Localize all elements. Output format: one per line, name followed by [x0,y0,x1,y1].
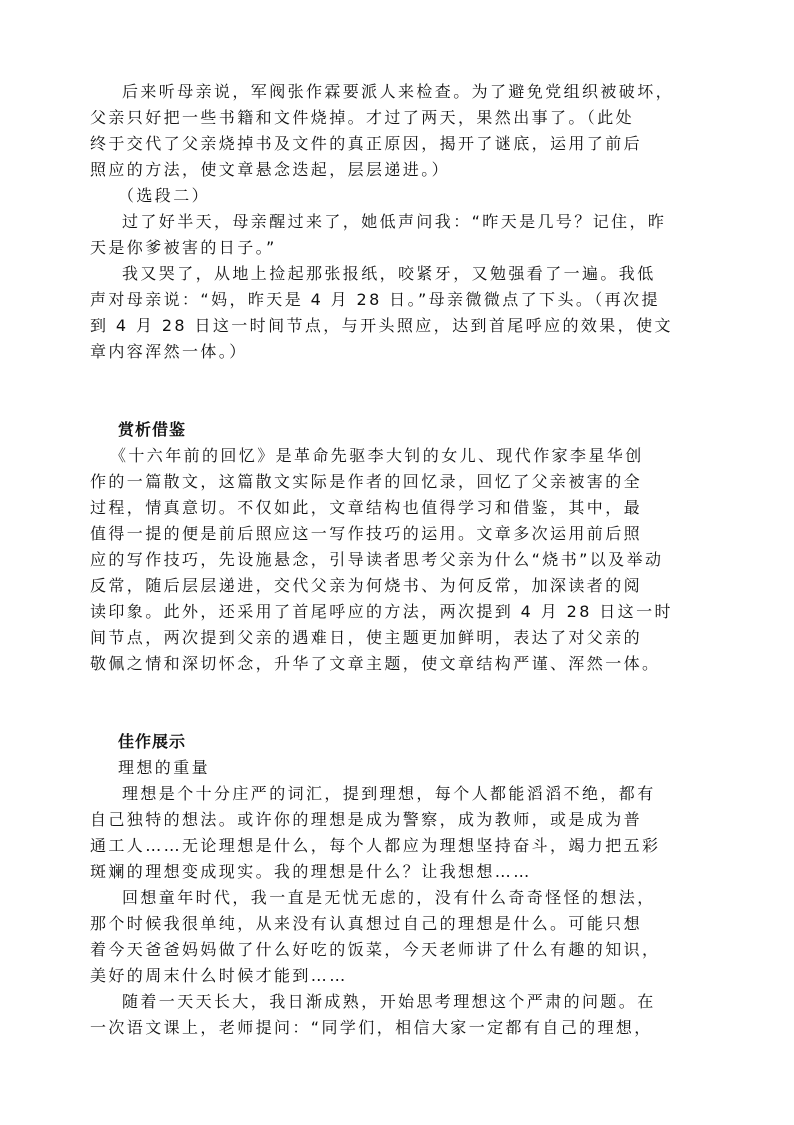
text-line: 间节点，两次提到父亲的遇难日，使主题更加鲜明，表达了对父亲的 [90,628,643,647]
text-line: 美好的周末什么时候才能到…… [90,966,348,985]
text-line: 后来听母亲说，军阀张作霖要派人来检查。为了避免党组织被破坏， [122,82,675,101]
text-line: 读印象。此外，还采用了首尾呼应的方法，两次提到 4 月 28 日这一时 [90,602,673,621]
section-heading: 佳作展示 [118,732,187,751]
paragraph [90,885,693,989]
section-excerpt-one [90,79,693,183]
paragraph [90,443,693,677]
text-line: 敬佩之情和深切怀念，升华了文章主题，使文章结构严谨、浑然一体。 [90,654,661,673]
text-line: 一次语文课上，老师提问：“同学们，相信大家一定都有自己的理想， [90,1018,653,1037]
section-appreciation [90,417,693,677]
text-line: 过程，情真意切。不仅如此，文章结构也值得学习和借鉴，其中，最 [90,498,643,517]
paragraph [90,209,693,261]
section-showcase [90,729,693,1041]
text-line: 随着一天天长大，我日渐成熟，开始思考理想这个严肃的问题。在 [122,992,656,1011]
text-line: 应的写作技巧，先设施悬念，引导读者思考父亲为什么“烧书”以及举动 [90,550,664,569]
excerpt-label: （选段二） [118,186,211,205]
document-page [90,79,693,1041]
text-line: 通工人……无论理想是什么，每个人都应为理想坚持奋斗，竭力把五彩 [90,836,661,855]
section-excerpt-two [90,183,693,365]
text-line: 自己独特的想法。或许你的理想是成为警察，成为教师，或是成为普 [90,810,643,829]
text-line: 过了好半天，母亲醒过来了，她低声问我：“昨天是几号？记住，昨 [122,212,667,231]
paragraph [90,989,693,1041]
essay-title: 理想的重量 [118,758,211,777]
text-line: 照应的方法，使文章悬念迭起，层层递进。） [90,160,451,179]
text-line: 章内容浑然一体。） [90,342,248,361]
text-line: 父亲只好把一些书籍和文件烧掉。才过了两天，果然出事了。（此处 [90,108,635,127]
paragraph [90,781,693,885]
text-line: 终于交代了父亲烧掉书及文件的真正原因，揭开了谜底，运用了前后 [90,134,643,153]
text-line: 值得一提的便是前后照应这一写作技巧的运用。文章多次运用前后照 [90,524,643,543]
text-line: 天是你爹被害的日子。” [90,238,277,257]
paragraph [90,261,693,365]
section-heading: 赏析借鉴 [118,420,187,439]
text-line: 作的一篇散文，这篇散文实际是作者的回忆录，回忆了父亲被害的全 [90,472,643,491]
text-line: 那个时候我很单纯，从来没有认真想过自己的理想是什么。可能只想 [90,914,643,933]
text-line: 我又哭了，从地上捡起那张报纸，咬紧牙，又勉强看了一遍。我低 [122,264,656,283]
text-line: 斑斓的理想变成现实。我的理想是什么？让我想想…… [90,862,532,881]
text-line: 声对母亲说：“妈，昨天是 4 月 28 日。”母亲微微点了下头。（再次提 [90,290,660,309]
text-line: 反常，随后层层递进，交代父亲为何烧书、为何反常，加深读者的阅 [90,576,643,595]
text-line: 着今天爸爸妈妈做了什么好吃的饭菜，今天老师讲了什么有趣的知识， [90,940,661,959]
text-line: 理想是个十分庄严的词汇，提到理想，每个人都能滔滔不绝，都有 [122,784,656,803]
text-line: 到 4 月 28 日这一时间节点，与开头照应，达到首尾呼应的效果，使文 [90,316,673,335]
text-line: 《十六年前的回忆》是革命先驱李大钊的女儿、现代作家李星华创 [110,446,644,465]
text-line: 回想童年时代，我一直是无忧无虑的，没有什么奇奇怪怪的想法， [122,888,656,907]
paragraph [90,79,693,183]
